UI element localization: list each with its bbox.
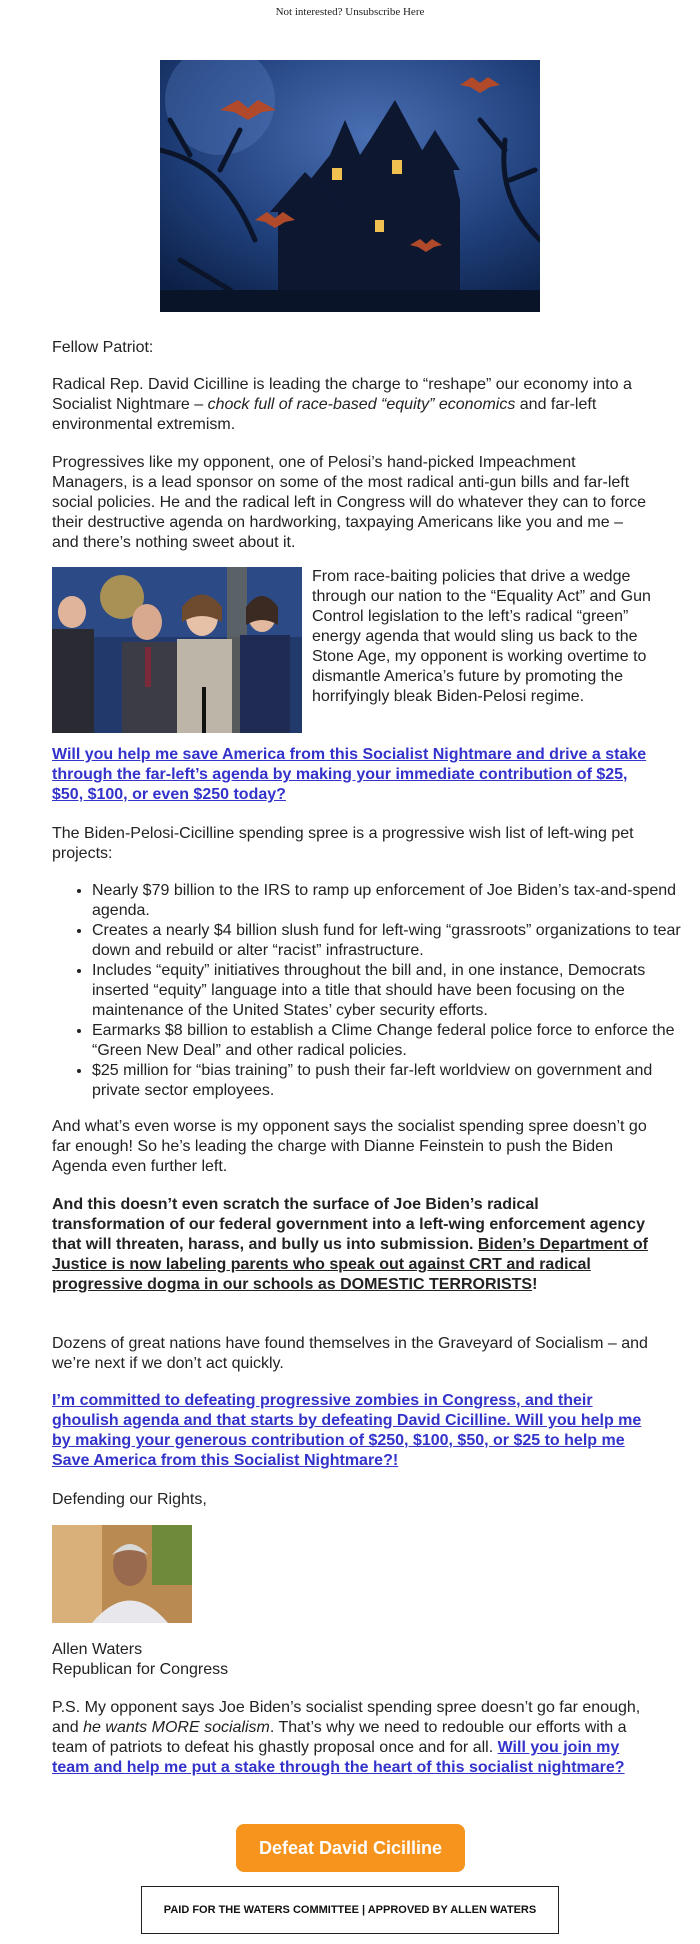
p1-text: Radical Rep. David Cicilline is leading the charge to “reshape” our economy into a Socialist Nightmare – xyxy=(52,376,632,413)
ps-text: P.S. My opponent says Joe Biden’s socialist spending spree doesn’t go far enough, and xyxy=(52,1699,641,1736)
spending-list xyxy=(52,881,692,1101)
paid-for-disclaimer: PAID FOR THE WATERS COMMITTEE | APPROVED BY ALLEN WATERS xyxy=(141,1886,559,1934)
list-item: • Creates a nearly $4 billion slush fund for left-wing “grassroots” organizations to tear down and rebuild or alter “racist” infrastructure. xyxy=(92,921,692,961)
hero-image xyxy=(160,60,540,312)
greeting: Fellow Patriot: xyxy=(52,339,154,356)
donate-link-2[interactable]: I’m committed to defeating progressive zombies in Congress, and their ghoulish agenda and that starts by defeating David Cicilline. Will you help me by making your generous contribution of $250, $100, $50, or $25 to help me Save America from this Socialist Nightmare?! xyxy=(52,1392,642,1469)
donate-link-1[interactable]: Will you help me save America from this Socialist Nightmare and drive a stake through the far-left’s agenda by making your immediate contribution of $25, $50, $100, or even $250 today? xyxy=(52,746,647,803)
p1-emphasis: chock full of race-based “equity” economics xyxy=(207,396,516,413)
doj-underlined: Biden’s Department of Justice is now labeling parents who speak out against CRT and radical progressive dogma in our schools as DOMESTIC TERRORISTS xyxy=(52,1236,648,1293)
unsubscribe-line xyxy=(0,6,700,18)
paragraph-spending-spree: The Biden-Pelosi-Cicilline spending spree is a progressive wish list of left-wing pet projects: xyxy=(52,825,634,862)
pelosi-press-photo xyxy=(52,567,302,733)
paragraph-agenda: From race-baiting policies that drive a wedge through our nation to the “Equality Act” and Gun Control legislation to the left’s radical “green” energy agenda that would sling us back to the Stone Age, my opponent is working overtime to dismantle America’s future by promoting the horrifyingly bleak Biden-Pelosi regime. xyxy=(312,568,651,705)
candidate-photo xyxy=(52,1525,192,1623)
list-item: • Earmarks $8 billion to establish a Clime Change federal police force to enforce the “Green New Deal” and other radical policies. xyxy=(92,1021,692,1061)
doj-text: And this doesn’t even scratch the surface of Joe Biden’s radical transformation of our federal government into a left-wing enforcement agency that will threaten, harass, and bully us into submission. xyxy=(52,1196,645,1253)
list-item: • Includes “equity” initiatives throughout the bill and, in one instance, Democrats inserted “equity” language into a title that should have been focusing on the maintenance of the United States’ cyber security efforts. xyxy=(92,961,692,1021)
donate-link-3[interactable]: Will you join my team and help me put a stake through the heart of this socialist nightmare? xyxy=(52,1739,625,1776)
signature-name: Allen Waters xyxy=(52,1641,143,1658)
ps-text-end: . That’s why we need to redouble our efforts with a team of patriots to defeat his ghastly proposal once and for all. xyxy=(52,1719,627,1756)
ps-emphasis: he wants MORE socialism xyxy=(83,1719,270,1736)
paragraph-intro xyxy=(52,375,652,435)
cta-paragraph-1 xyxy=(52,745,652,805)
cta-paragraph-2 xyxy=(52,1391,652,1471)
paragraph-doj xyxy=(52,1195,652,1295)
closing: Defending our Rights, xyxy=(52,1491,207,1508)
paragraph-worse: And what’s even worse is my opponent says the socialist spending spree doesn’t go far enough! So he’s leading the charge with Dianne Feinstein to push the Biden Agenda even further left. xyxy=(52,1118,647,1175)
list-item: • $25 million for “bias training” to push their far-left worldview on government and private sector employees. xyxy=(92,1061,692,1101)
defeat-cicilline-button[interactable]: Defeat David Cicilline xyxy=(236,1824,465,1872)
unsubscribe-link[interactable]: Not interested? Unsubscribe Here xyxy=(275,6,425,18)
signature-title: Republican for Congress xyxy=(52,1661,229,1678)
list-item: • Nearly $79 billion to the IRS to ramp up enforcement of Joe Biden’s tax-and-spend agenda. xyxy=(92,881,692,921)
doj-exclaim: ! xyxy=(532,1276,538,1293)
postscript xyxy=(52,1698,652,1778)
paragraph-opponent: Progressives like my opponent, one of Pelosi’s hand-picked Impeachment Managers, is a lead sponsor on some of the most radical anti-gun bills and far-left social policies. He and the radical left in Congress will do whatever they can to force their destructive agenda on hardworking, taxpaying Americans like you and me – and there’s nothing sweet about it. xyxy=(52,454,647,551)
p1-text-end: and far-left environmental extremism. xyxy=(52,396,597,433)
paragraph-graveyard: Dozens of great nations have found themselves in the Graveyard of Socialism – and we’re next if we don’t act quickly. xyxy=(52,1335,648,1372)
